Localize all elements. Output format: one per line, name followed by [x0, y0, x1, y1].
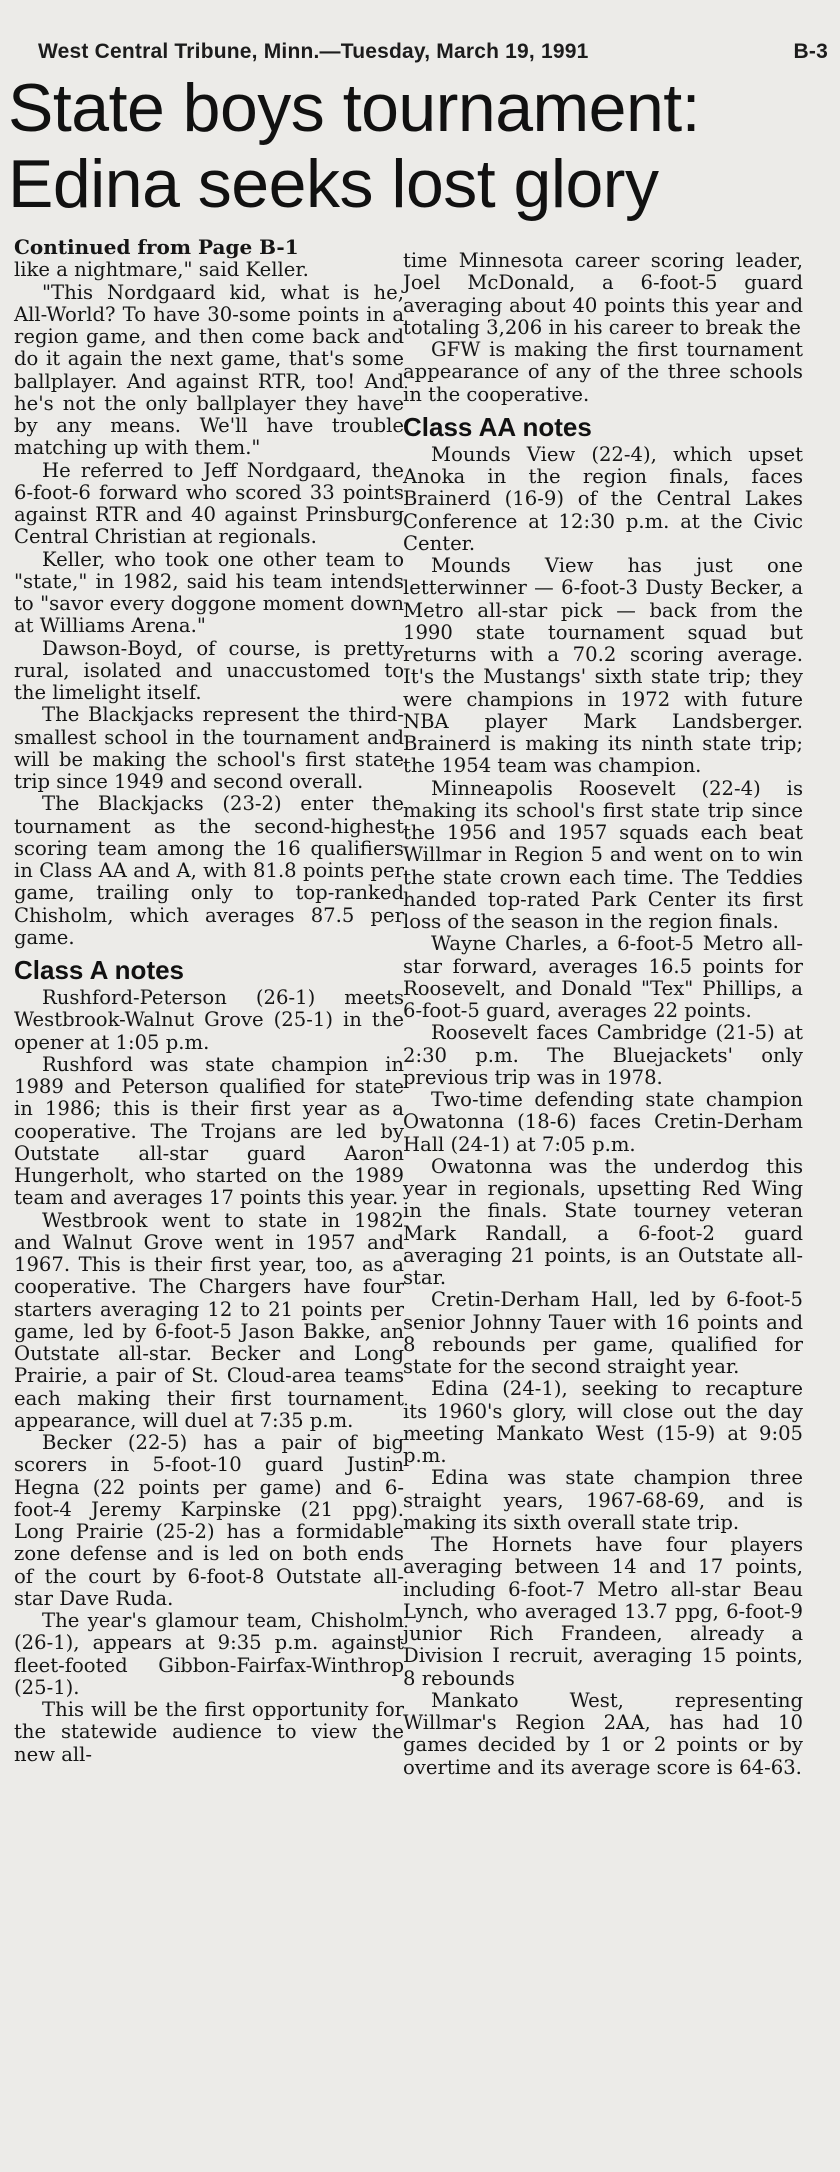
headline	[8, 70, 828, 222]
paragraph: Westbrook went to state in 1982 and Walnut Grove went in 1957 and 1967. This is their first year, too, as a cooperative. The Chargers have four starters averaging 12 to 21 points per game, led by 6-foot-5 Jason Bakke, an Outstate all-star. Becker and Long Prairie, a pair of St. Cloud-area teams each making their first tournament appearance, will duel at 7:35 p.m.	[14, 1208, 404, 1432]
headline-line-2: Edina seeks lost glory	[8, 146, 659, 222]
paragraph: Minneapolis Roosevelt (22-4) is making its school's first state trip since the 1956 and 1957 squads each beat Willmar in Region 5 and went on to win the state crown each time. The Teddies handed top-rated Park Center its first loss of the season in the region finals.	[403, 776, 803, 933]
page-number: B-3	[793, 40, 828, 63]
paragraph: Edina was state champion three straight years, 1967-68-69, and is making its sixth overall state trip.	[403, 1466, 803, 1534]
paragraph: Roosevelt faces Cambridge (21-5) at 2:30 p.m. The Bluejackets' only previous trip was in 1978.	[403, 1021, 803, 1089]
paragraph: "This Nordgaard kid, what is he, All-World? To have 30-some points in a region game, and then come back and do it again the next game, that's some ballplayer. And against RTR, too! And he's not the only ballplayer they have by any means. We'll have trouble matching up with them."	[14, 280, 404, 460]
paragraph: Mounds View (22-4), which upset Anoka in the region finals, faces Brainerd (16-9) of the Central Lakes Conference at 12:30 p.m. at the Civic Center.	[403, 442, 803, 555]
paragraph: The Blackjacks (23-2) enter the tournament as the second-highest scoring team among the 16 qualifiers in Class AA and A, with 81.8 points per game, trailing only to top-ranked Chisholm, which averages 87.5 per game.	[14, 792, 404, 949]
paragraph: Becker (22-5) has a pair of big scorers in 5-foot-10 guard Justin Hegna (22 points per game) and 6-foot-4 Jeremy Karpinske (21 ppg). Long Prairie (25-2) has a formidable zone defense and is led on both ends of the court by 6-foot-8 Outstate all-star Dave Ruda.	[14, 1431, 404, 1610]
paragraph: Cretin-Derham Hall, led by 6-foot-5 senior Johnny Tauer with 16 points and 8 rebounds per game, qualified for state for the second straight year.	[403, 1288, 803, 1378]
paragraph: He referred to Jeff Nordgaard, the 6-foot-6 forward who scored 33 points against RTR and 40 against Prinsburg Central Christian at regionals.	[14, 458, 404, 549]
paragraph: time Minnesota career scoring leader, Joel McDonald, a 6-foot-5 guard averaging about 40 points this year and totaling 3,206 in his career to break the	[403, 249, 803, 339]
paragraph: Keller, who took one other team to "state," in 1982, said his team intends to "savor every doggone moment down at Williams Arena."	[14, 547, 404, 638]
class-aa-heading: Class AA notes	[403, 411, 592, 442]
paragraph: GFW is making the first tournament appearance of any of the three schools in the cooperative.	[403, 338, 803, 406]
paragraph: This will be the first opportunity for the statewide audience to view the new all-	[14, 1698, 404, 1766]
dateline-text: West Central Tribune, Minn.—Tuesday, March 19, 1991	[38, 40, 589, 63]
continued-line: Continued from Page B-1	[14, 235, 299, 259]
dateline	[38, 40, 828, 64]
class-a-heading: Class A notes	[14, 955, 185, 985]
paragraph: Mankato West, representing Willmar's Region 2AA, has had 10 games decided by 1 or 2 points or by overtime and its average score is 64-63.	[403, 1688, 803, 1779]
paragraph: Edina (24-1), seeking to recapture its 1960's glory, will close out the day meeting Mankato West (15-9) at 9:05 p.m.	[403, 1377, 803, 1467]
paragraph: The Blackjacks represent the third-smallest school in the tournament and will be making the school's first state trip since 1949 and second overall.	[14, 703, 404, 793]
paragraph: like a nightmare," said Keller.	[14, 258, 309, 282]
article-column-left	[14, 236, 404, 1766]
paragraph: Owatonna was the underdog this year in regionals, upsetting Red Wing in the finals. State tourney veteran Mark Randall, a 6-foot-2 guard averaging 21 points, is an Outstate all-star.	[403, 1154, 803, 1289]
headline-line-1: State boys tournament:	[8, 70, 701, 146]
paragraph: The Hornets have four players averaging between 14 and 17 points, including 6-foot-7 Metro all-star Beau Lynch, who averaged 13.7 ppg, 6-foot-9 junior Rich Frandeen, already a Division I recruit, averaging 15 points, 8 rebounds	[403, 1533, 803, 1690]
article-column-right	[403, 250, 803, 1779]
paragraph: Rushford-Peterson (26-1) meets Westbrook-Walnut Grove (25-1) in the opener at 1:05 p.m.	[14, 986, 404, 1054]
paragraph: Wayne Charles, a 6-foot-5 Metro all-star forward, averages 16.5 points for Roosevelt, and Donald "Tex" Phillips, a 6-foot-5 guard, averages 22 points.	[403, 932, 803, 1022]
paragraph: The year's glamour team, Chisholm (26-1), appears at 9:35 p.m. against fleet-footed Gibbon-Fairfax-Winthrop (25-1).	[14, 1609, 404, 1699]
paragraph: Two-time defending state champion Owatonna (18-6) faces Cretin-Derham Hall (24-1) at 7:05 p.m.	[403, 1088, 803, 1156]
paragraph: Dawson-Boyd, of course, is pretty rural, isolated and unaccustomed to the limelight itself.	[14, 636, 404, 704]
paragraph: Rushford was state champion in 1989 and Peterson qualified for state in 1986; this is their first year as a cooperative. The Trojans are led by Outstate all-star guard Aaron Hungerholt, who started on the 1989 team and averages 17 points this year.	[14, 1052, 404, 1210]
paragraph: Mounds View has just one letterwinner — 6-foot-3 Dusty Becker, a Metro all-star pick — back from the 1990 state tournament squad but returns with a 70.2 scoring average. It's the Mustangs' sixth state trip; they were champions in 1972 with future NBA player Mark Landsberger. Brainerd is making its ninth state trip; the 1954 team was champion.	[403, 554, 803, 778]
